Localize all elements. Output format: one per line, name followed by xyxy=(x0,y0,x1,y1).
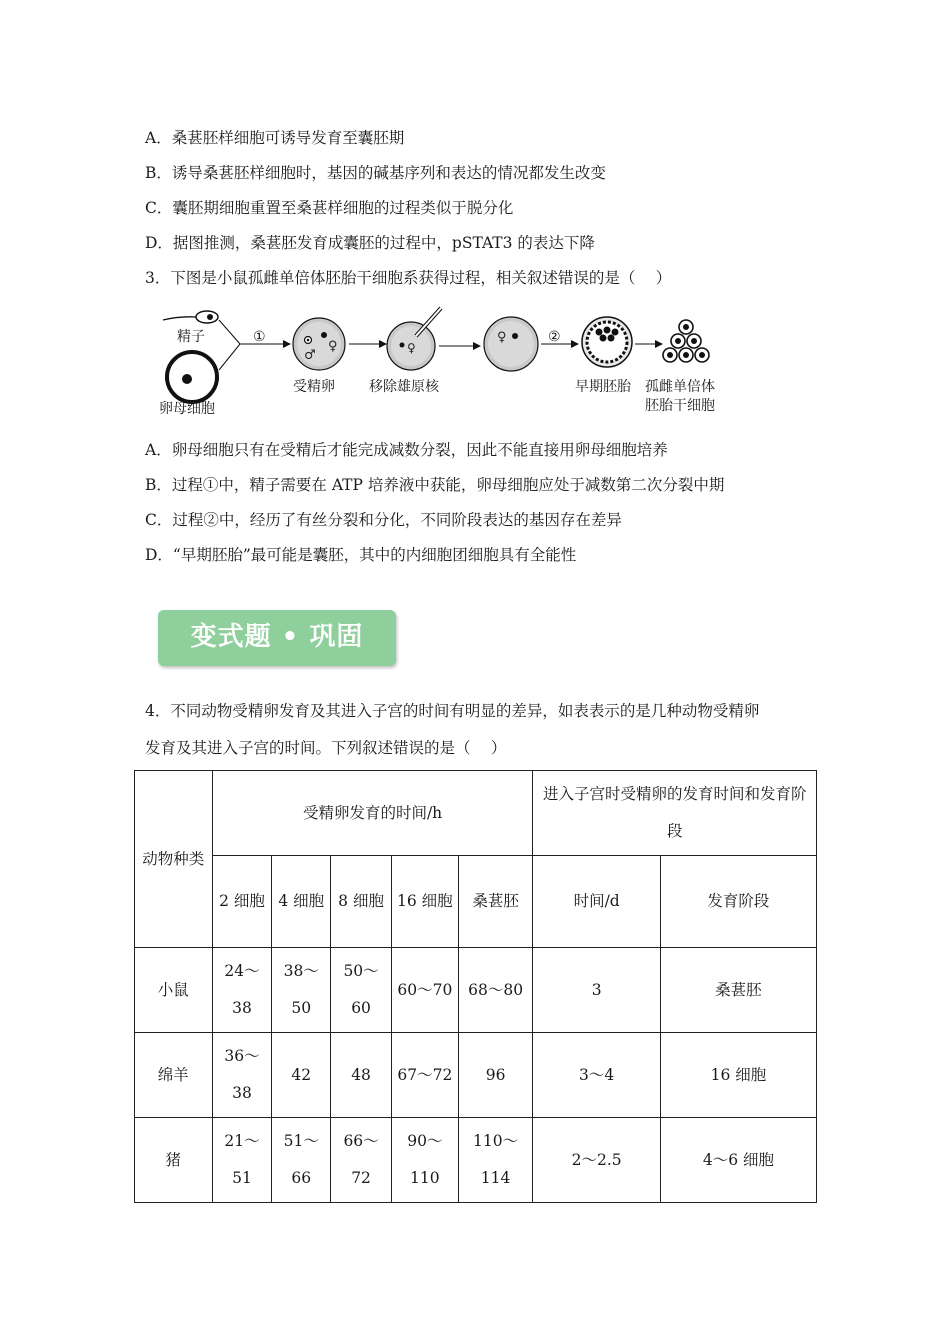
q4-stem-line-2: 发育及其进入子宫的时间。下列叙述错误的是（ ） xyxy=(145,739,507,757)
stem-cell-label-1: 孤雌单倍体 xyxy=(645,379,715,395)
table-cell: 36～38 xyxy=(212,1033,272,1118)
q3-option-a: A．卵母细胞只有在受精后才能完成减数分裂，因此不能直接用卵母细胞培养 xyxy=(145,441,668,459)
oocyte-label: 卵母细胞 xyxy=(159,401,215,417)
arrow-2-head xyxy=(379,340,387,348)
connector-line xyxy=(219,320,240,344)
oocyte-icon xyxy=(167,352,217,402)
sperm-icon xyxy=(163,311,218,323)
female-symbol: ♀ xyxy=(328,339,338,354)
subheader-time: 时间/d xyxy=(533,856,660,948)
table-cell: 66～72 xyxy=(331,1118,392,1203)
step-2-label: ② xyxy=(548,329,561,345)
table-cell: 110～114 xyxy=(458,1118,533,1203)
stem-cells-icon xyxy=(663,320,709,362)
table-row xyxy=(135,1033,817,1118)
fertilized-egg-icon xyxy=(293,318,345,370)
subheader-16-cell: 16 细胞 xyxy=(391,856,458,948)
species-cell: 小鼠 xyxy=(135,948,213,1033)
subheader-4-cell: 4 细胞 xyxy=(272,856,331,948)
q2-option-d: D．据图推测，桑葚胚发育成囊胚的过程中，pSTAT3 的表达下降 xyxy=(145,234,595,252)
sperm-label: 精子 xyxy=(177,329,205,345)
subheader-stage: 发育阶段 xyxy=(660,856,816,948)
q3-stem: 3．下图是小鼠孤雌单倍体胚胎干细胞系获得过程，相关叙述错误的是（ ） xyxy=(145,269,672,287)
table-cell: 21～51 xyxy=(212,1118,272,1203)
male-symbol: ♂ xyxy=(304,348,316,363)
table-cell: 42 xyxy=(272,1033,331,1118)
q2-option-b: B．诱导桑葚胚样细胞时，基因的碱基序列和表达的情况都发生改变 xyxy=(145,164,606,182)
table-cell: 60～70 xyxy=(391,948,458,1033)
header-dev-time: 受精卵发育的时间/h xyxy=(212,771,533,856)
table-row xyxy=(135,948,817,1033)
species-cell: 猪 xyxy=(135,1118,213,1203)
subheader-morula: 桑葚胚 xyxy=(458,856,533,948)
table-cell: 96 xyxy=(458,1033,533,1118)
header-species: 动物种类 xyxy=(135,771,213,948)
q3-option-c: C．过程②中，经历了有丝分裂和分化，不同阶段表达的基因存在差异 xyxy=(145,511,622,529)
table-cell: 51～66 xyxy=(272,1118,331,1203)
header-uterus: 进入子宫时受精卵的发育时间和发育阶段 xyxy=(533,771,817,856)
arrow-1-head xyxy=(283,340,291,348)
fertilized-egg-label: 受精卵 xyxy=(293,379,335,395)
connector-line xyxy=(219,344,240,370)
q2-option-c: C．囊胚期细胞重置至桑葚样细胞的过程类似于脱分化 xyxy=(145,199,514,217)
remove-label: 移除雄原核 xyxy=(369,379,439,395)
table-row xyxy=(135,1118,817,1203)
banner-title: 变式题 • 巩固 xyxy=(190,622,364,652)
table-cell: 桑葚胚 xyxy=(660,948,816,1033)
table-cell: 90～110 xyxy=(391,1118,458,1203)
table-cell: 16 细胞 xyxy=(660,1033,816,1118)
arrow-4-head xyxy=(571,340,579,348)
female-symbol: ♀ xyxy=(407,341,416,355)
species-cell: 绵羊 xyxy=(135,1033,213,1118)
table-cell: 24～38 xyxy=(212,948,272,1033)
table-cell: 68～80 xyxy=(458,948,533,1033)
arrow-5-head xyxy=(655,340,663,348)
q3-option-d: D．“早期胚胎”最可能是囊胚，其中的内细胞团细胞具有全能性 xyxy=(145,546,577,564)
table-cell: 3 xyxy=(533,948,660,1033)
q3-option-b: B．过程①中，精子需要在 ATP 培养液中获能，卵母细胞应处于减数第二次分裂中期 xyxy=(145,476,725,494)
table-cell: 48 xyxy=(331,1033,392,1118)
table-cell: 4～6 细胞 xyxy=(660,1118,816,1203)
table-cell: 50～60 xyxy=(331,948,392,1033)
table-cell: 2～2.5 xyxy=(533,1118,660,1203)
table-cell: 38～50 xyxy=(272,948,331,1033)
section-banner xyxy=(158,610,396,666)
q4-stem-line-1: 4．不同动物受精卵发育及其进入子宫的时间有明显的差异，如表表示的是几种动物受精卵 xyxy=(145,702,760,720)
embryo-process-figure xyxy=(155,300,735,425)
subheader-8-cell: 8 细胞 xyxy=(331,856,392,948)
q2-option-a: A．桑葚胚样细胞可诱导发育至囊胚期 xyxy=(145,129,405,147)
subheader-2-cell: 2 细胞 xyxy=(212,856,272,948)
haploid-egg-icon xyxy=(484,317,538,371)
female-symbol: ♀ xyxy=(497,330,507,345)
early-embryo-icon xyxy=(582,317,632,367)
step-1-label: ① xyxy=(253,329,266,345)
early-embryo-label: 早期胚胎 xyxy=(575,379,631,395)
table-cell: 3～4 xyxy=(533,1033,660,1118)
development-time-table xyxy=(134,770,817,1203)
table-cell: 67～72 xyxy=(391,1033,458,1118)
pronucleus-removal-icon xyxy=(387,308,441,370)
stem-cell-label-2: 胚胎干细胞 xyxy=(645,398,715,414)
arrow-3-head xyxy=(473,342,481,350)
